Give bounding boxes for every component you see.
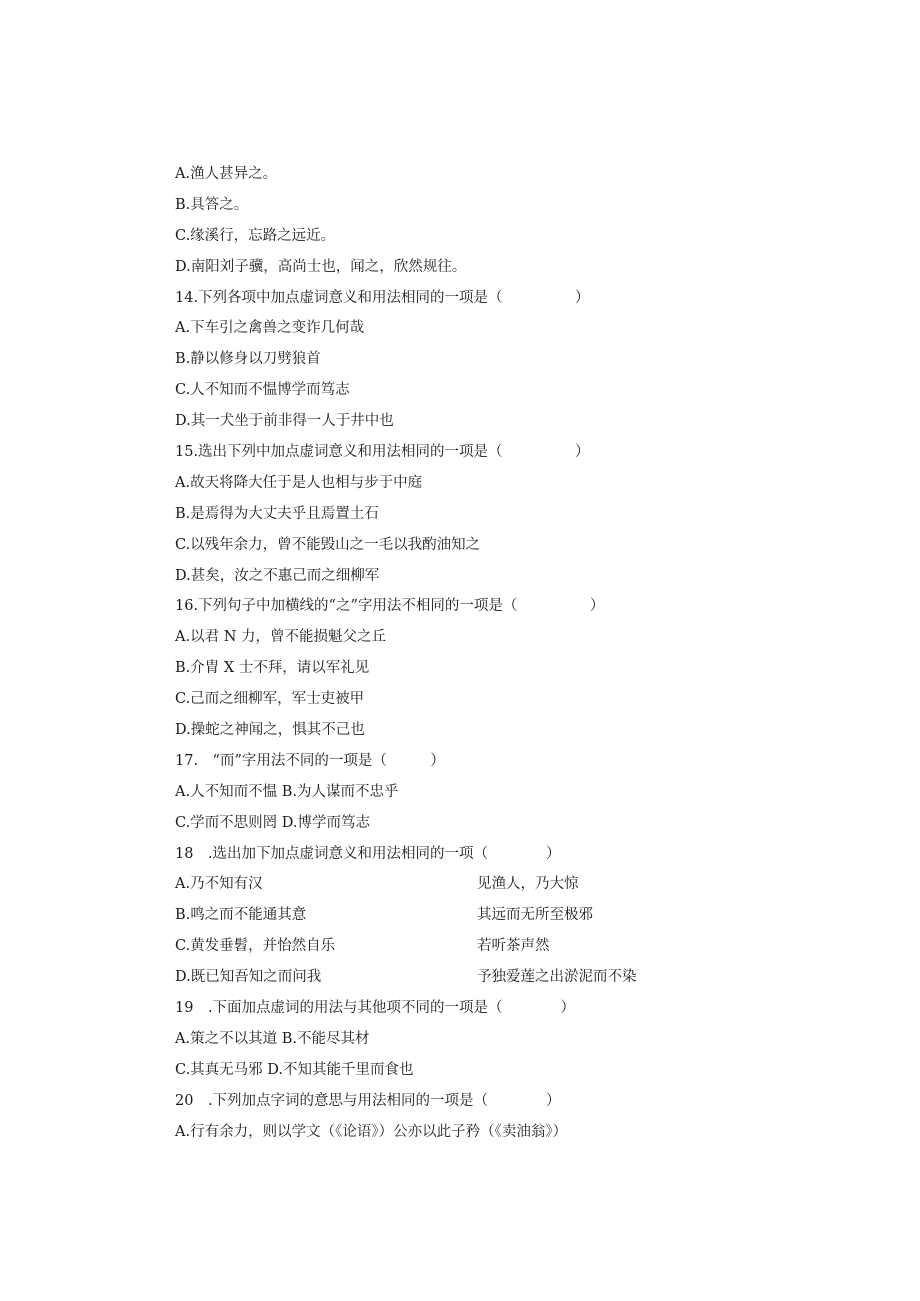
question-17: 17. “而”字用法不同的一项是（ ）: [175, 753, 445, 769]
option-16d: D.操蛇之神闻之，惧其不己也: [175, 722, 365, 738]
option-18c-right: 若听茶声然: [477, 938, 550, 954]
question-19: 19 .下面加点虚词的用法与其他项不同的一项是（ ）: [175, 1000, 576, 1016]
question-20: 20 .下列加点字词的意思与用法相同的一项是（ ）: [175, 1093, 561, 1109]
option-13a: A.渔人甚异之。: [175, 166, 278, 182]
option-13c: C.缘溪行，忘路之远近。: [175, 228, 336, 244]
option-14c: C.人不知而不愠博学而笃志: [175, 382, 350, 398]
option-16a: A.以君 N 力，曾不能损魁父之丘: [175, 629, 386, 645]
option-17ab: A.人不知而不愠 B.为人谋而不忠乎: [175, 784, 399, 800]
question-15: 15.选出下列中加点虚词意义和用法相同的一项是（ ）: [175, 444, 590, 460]
question-18: 18 .选出加下加点虚词意义和用法相同的一项（ ）: [175, 846, 561, 862]
option-15a: A.故天将降大任于是人也相与步于中庭: [175, 475, 423, 491]
option-18d-right: 予独爱莲之出淤泥而不染: [477, 969, 637, 985]
option-15b: B.是焉得为大丈夫乎且焉置土石: [175, 506, 379, 522]
option-19ab: A.策之不以其道 B.不能尽其材: [175, 1031, 370, 1047]
option-14a: A.下车引之禽兽之变诈几何哉: [175, 320, 365, 336]
question-14: 14.下列各项中加点虚词意义和用法相同的一项是（ ）: [175, 290, 590, 306]
option-18b: B.鸣之而不能通其意: [175, 907, 307, 923]
option-18c: C.黄发垂髫，并怡然自乐: [175, 938, 336, 954]
option-19cd: C.其真无马邪 D.不知其能千里而食也: [175, 1062, 414, 1078]
option-18a: A.乃不知有汉: [175, 876, 263, 892]
option-15d: D.甚矣，汝之不惠己而之细柳军: [175, 568, 380, 584]
option-20a: A.行有余力，则以学文（《论语》）公亦以此子矜（《卖油翁》）: [175, 1124, 568, 1140]
option-18d: D.既已知吾知之而问我: [175, 969, 322, 985]
question-16: 16.下列句子中加横线的“之”字用法不相同的一项是（ ）: [175, 598, 605, 614]
option-14b: B.静以修身以刀劈狼首: [175, 351, 321, 367]
option-18b-right: 其远而无所至极邪: [477, 907, 593, 923]
option-18a-right: 见渔人，乃大惊: [477, 876, 579, 892]
option-14d: D.其一犬坐于前非得一人于井中也: [175, 413, 394, 429]
option-13d: D.南阳刘子骥，高尚士也，闻之，欣然规往。: [175, 259, 467, 275]
option-16b: B.介胄 X 士不拜，请以军礼见: [175, 660, 370, 676]
option-17cd: C.学而不思则罔 D.博学而笃志: [175, 815, 371, 831]
option-13b: B.具答之。: [175, 197, 249, 213]
option-15c: C.以残年余力，曾不能毁山之一毛以我酌油知之: [175, 537, 481, 553]
option-16c: C.己而之细柳军，军士吏被甲: [175, 691, 365, 707]
